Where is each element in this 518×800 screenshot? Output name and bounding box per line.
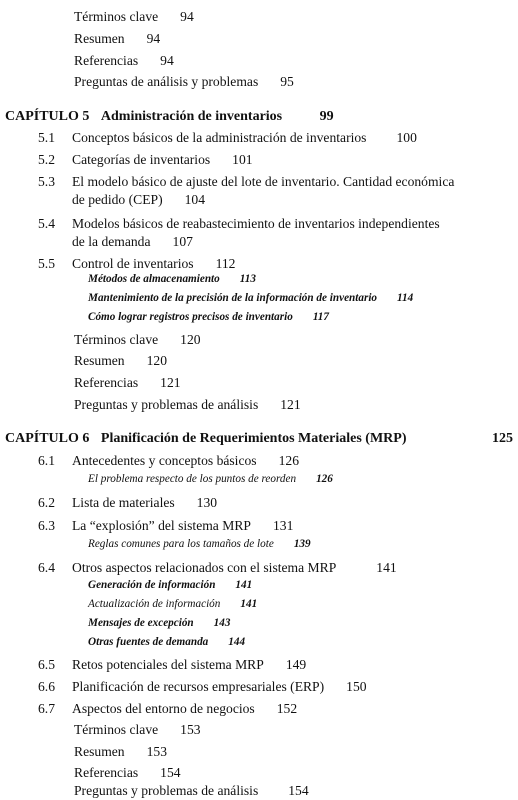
toc-entry-title: Preguntas y problemas de análisis [74,783,259,798]
chapter-6-heading [5,431,515,447]
toc-page-number: 104 [184,192,206,207]
section-title-row [72,256,235,272]
chapter-label: CAPÍTULO 6 [5,431,90,446]
section-number: 6.4 [38,560,55,575]
toc-entry-title: Resumen [74,353,125,368]
chapter-page-number: 125 [492,431,513,446]
chapter-label: CAPÍTULO 5 [5,109,90,124]
section-title: Lista de materiales [72,495,175,510]
toc-page-number: 141 [376,560,397,575]
toc-page-number: 121 [160,375,181,390]
chapter-page-number: 99 [319,109,334,124]
subsection-title: Otras fuentes de demanda [88,636,209,648]
toc-subsection [88,311,329,323]
section-title-row [72,174,454,190]
section-title: de la demanda [72,234,151,249]
section-title: Categorías de inventarios [72,152,211,167]
toc-entry-title: Resumen [74,31,125,46]
section-number: 5.2 [38,152,55,167]
section-title: Control de inventarios [72,256,194,271]
section-title: El modelo básico de ajuste del lote de inventario. Cantidad económica [72,174,455,189]
toc-subsection [88,473,333,485]
toc-entry [74,31,160,47]
section-number: 6.1 [38,453,55,468]
section-title-row [72,216,440,232]
section-title: La “explosión” del sistema MRP [72,518,251,533]
toc-page-number: 120 [180,332,201,347]
toc-entry [74,375,181,391]
chapter-title: Administración de inventarios [100,109,283,124]
toc-page-number: 95 [280,74,294,89]
subsection-title: Cómo lograr registros precisos de inventario [88,311,293,323]
section-title-row [72,679,367,695]
toc-page-number: 121 [280,397,301,412]
toc-entry-title: Referencias [74,53,139,68]
subsection-title: Reglas comunes para los tamaños de lote [88,538,274,550]
toc-page-number: 143 [213,617,231,629]
subsection-title: Actualización de información [88,598,221,610]
toc-entry [74,783,309,799]
section-number: 5.3 [38,174,55,189]
subsection-title: Mantenimiento de la precisión de la información de inventario [88,292,378,304]
toc-subsection [88,538,311,550]
section-number: 5.5 [38,256,55,271]
toc-page-number: 152 [276,701,298,716]
toc-page-number: 113 [239,273,256,285]
section-title-row [72,453,299,469]
section-title: de pedido (CEP) [72,192,163,207]
toc-entry-title: Referencias [74,765,139,780]
section-number: 6.5 [38,657,55,672]
toc-entry-title: Preguntas y problemas de análisis [74,397,259,412]
toc-entry [74,74,294,90]
toc-entry [74,744,167,760]
toc-page-number: 94 [146,31,161,46]
subsection-title: Métodos de almacenamiento [88,273,220,285]
toc-page-number: 131 [272,518,294,533]
toc-subsection [88,636,245,648]
section-number: 6.3 [38,518,55,533]
section-number: 6.6 [38,679,55,694]
section-title-row [72,518,293,534]
section-title: Retos potenciales del sistema MRP [72,657,264,672]
section-title-row [72,701,297,717]
toc-entry [74,765,181,781]
toc-entry [74,9,194,25]
section-title: Conceptos básicos de la administración de inventarios [72,130,367,145]
toc-page-number: 141 [240,598,258,610]
section-title-row [72,234,193,250]
toc-entry-title: Términos clave [74,9,159,24]
section-number: 5.1 [38,130,55,145]
toc-page-number: 117 [312,311,329,323]
toc-entry-title: Preguntas de análisis y problemas [74,74,259,89]
toc-page-number: 149 [285,657,307,672]
section-title-row [72,192,205,208]
toc-page-number: 101 [232,152,253,167]
toc-entry-title: Referencias [74,375,139,390]
toc-entry-title: Resumen [74,744,125,759]
toc-subsection [88,273,256,285]
section-title-row [72,152,253,168]
toc-page-number: 139 [293,538,311,550]
toc-page-number: 112 [215,256,236,271]
toc-page-number: 153 [146,744,167,759]
toc-page-number: 153 [180,722,201,737]
section-title: Modelos básicos de reabastecimiento de inventarios independientes [72,216,440,231]
subsection-title: El problema respecto de los puntos de reorden [88,473,297,485]
toc-page-number: 94 [160,53,174,68]
toc-entry-title: Términos clave [74,332,159,347]
subsection-title: Mensajes de excepción [88,617,194,629]
section-title: Aspectos del entorno de negocios [72,701,255,716]
section-title-row [72,130,417,146]
toc-page-number: 120 [146,353,167,368]
toc-entry [74,353,167,369]
section-title-row [72,560,397,576]
section-title-row [72,657,306,673]
toc-subsection [88,292,413,304]
toc-page-number: 150 [346,679,367,694]
toc-page-number: 154 [160,765,181,780]
toc-page-number: 141 [235,579,253,591]
toc-page-number: 100 [396,130,417,145]
toc-subsection [88,579,252,591]
section-title: Antecedentes y conceptos básicos [72,453,257,468]
toc-page-number: 107 [172,234,193,249]
toc-page-number: 126 [278,453,299,468]
section-title: Planificación de recursos empresariales (ERP) [72,679,325,694]
toc-page-number: 94 [180,9,194,24]
toc-page-number: 130 [196,495,218,510]
toc-page-number: 126 [316,473,333,485]
subsection-title: Generación de información [88,579,216,591]
toc-entry [74,53,174,69]
toc-page-number: 154 [288,783,309,798]
section-number: 5.4 [38,216,55,231]
toc-entry [74,722,201,738]
toc-page-number: 144 [228,636,246,648]
section-number: 6.2 [38,495,55,510]
toc-page-number: 114 [397,292,414,304]
section-number: 6.7 [38,701,55,716]
chapter-5-heading [5,109,334,125]
toc-subsection [88,617,230,629]
toc-subsection [88,598,257,610]
section-title-row [72,495,217,511]
toc-entry [74,332,201,348]
section-title: Otros aspectos relacionados con el sistema MRP [72,560,337,575]
toc-entry-title: Términos clave [74,722,159,737]
toc-entry [74,397,301,413]
chapter-title: Planificación de Requerimientos Materiales (MRP) [100,431,407,446]
